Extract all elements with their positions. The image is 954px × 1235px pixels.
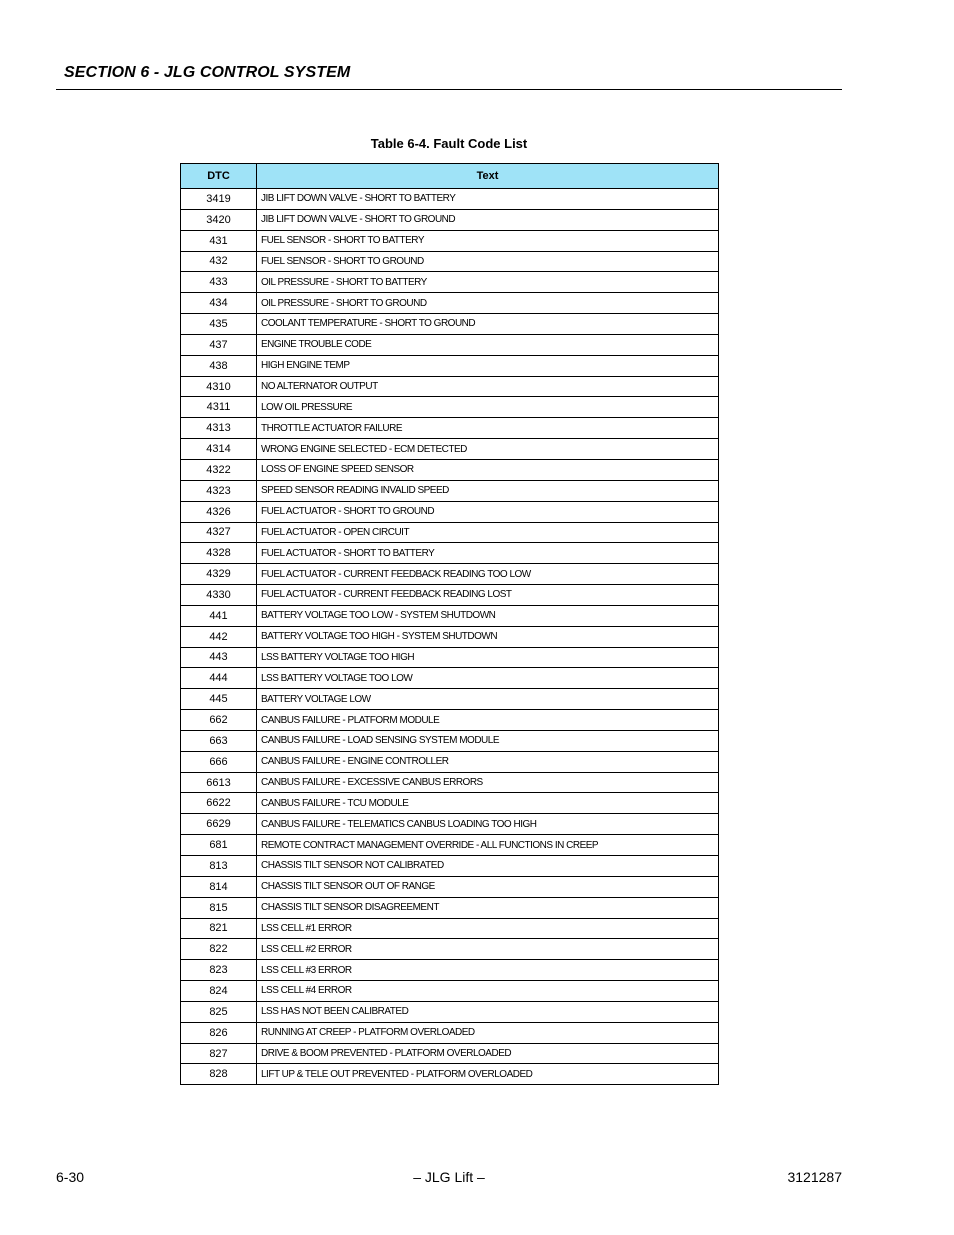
page-number: 6-30 (56, 1169, 85, 1185)
table-row (181, 459, 719, 480)
table-row (181, 1022, 719, 1043)
table-title: Table 6-4. Fault Code List (370, 136, 528, 151)
table-row (181, 272, 719, 293)
table-body (181, 189, 719, 1085)
table-row (181, 418, 719, 439)
dtc-cell: 437 (181, 334, 257, 355)
dtc-cell: 824 (181, 981, 257, 1002)
dtc-cell: 663 (181, 730, 257, 751)
dtc-cell: 828 (181, 1064, 257, 1085)
dtc-cell: 823 (181, 960, 257, 981)
fault-text-cell: LOSS OF ENGINE SPEED SENSOR (257, 459, 719, 480)
table-row (181, 835, 719, 856)
table-row (181, 585, 719, 606)
dtc-cell: 821 (181, 918, 257, 939)
dtc-cell: 6629 (181, 814, 257, 835)
fault-text-cell: BATTERY VOLTAGE LOW (257, 689, 719, 710)
table-row (181, 314, 719, 335)
fault-code-table (180, 163, 719, 1085)
header-divider (56, 89, 842, 90)
fault-text-cell: DRIVE & BOOM PREVENTED - PLATFORM OVERLOADED (257, 1043, 719, 1064)
table-row (181, 814, 719, 835)
dtc-cell: 442 (181, 626, 257, 647)
table-row (181, 209, 719, 230)
fault-text-cell: CANBUS FAILURE - ENGINE CONTROLLER (257, 751, 719, 772)
table-row (181, 772, 719, 793)
dtc-cell: 4329 (181, 564, 257, 585)
dtc-cell: 433 (181, 272, 257, 293)
dtc-cell: 681 (181, 835, 257, 856)
table-row (181, 230, 719, 251)
dtc-cell: 4326 (181, 501, 257, 522)
dtc-cell: 3419 (181, 189, 257, 210)
fault-text-cell: LSS HAS NOT BEEN CALIBRATED (257, 1001, 719, 1022)
table-row (181, 897, 719, 918)
table-row (181, 876, 719, 897)
dtc-cell: 4311 (181, 397, 257, 418)
table-row (181, 605, 719, 626)
table-row (181, 189, 719, 210)
fault-text-cell: FUEL ACTUATOR - OPEN CIRCUIT (257, 522, 719, 543)
dtc-cell: 444 (181, 668, 257, 689)
fault-text-cell: CHASSIS TILT SENSOR OUT OF RANGE (257, 876, 719, 897)
fault-text-cell: LOW OIL PRESSURE (257, 397, 719, 418)
dtc-cell: 822 (181, 939, 257, 960)
fault-text-cell: CANBUS FAILURE - TCU MODULE (257, 793, 719, 814)
table-row (181, 626, 719, 647)
table-row (181, 501, 719, 522)
dtc-cell: 4322 (181, 459, 257, 480)
fault-text-cell: THROTTLE ACTUATOR FAILURE (257, 418, 719, 439)
dtc-cell: 814 (181, 876, 257, 897)
table-row (181, 251, 719, 272)
table-row (181, 397, 719, 418)
table-header-row (181, 164, 719, 189)
table-row (181, 480, 719, 501)
fault-text-cell: JIB LIFT DOWN VALVE - SHORT TO GROUND (257, 209, 719, 230)
dtc-cell: 434 (181, 293, 257, 314)
fault-text-cell: COOLANT TEMPERATURE - SHORT TO GROUND (257, 314, 719, 335)
fault-text-cell: FUEL ACTUATOR - SHORT TO BATTERY (257, 543, 719, 564)
table-row (181, 355, 719, 376)
table-row (181, 522, 719, 543)
table-row (181, 710, 719, 731)
dtc-cell: 6613 (181, 772, 257, 793)
dtc-cell: 4327 (181, 522, 257, 543)
fault-text-cell: CANBUS FAILURE - PLATFORM MODULE (257, 710, 719, 731)
table-row (181, 543, 719, 564)
dtc-cell: 662 (181, 710, 257, 731)
fault-text-cell: FUEL ACTUATOR - CURRENT FEEDBACK READING LOST (257, 585, 719, 606)
table-row (181, 730, 719, 751)
table-row (181, 647, 719, 668)
fault-text-cell: LIFT UP & TELE OUT PREVENTED - PLATFORM OVERLOADED (257, 1064, 719, 1085)
fault-text-cell: JIB LIFT DOWN VALVE - SHORT TO BATTERY (257, 189, 719, 210)
fault-text-cell: LSS CELL #1 ERROR (257, 918, 719, 939)
fault-text-cell: OIL PRESSURE - SHORT TO GROUND (257, 293, 719, 314)
fault-text-cell: LSS BATTERY VOLTAGE TOO HIGH (257, 647, 719, 668)
dtc-cell: 4314 (181, 439, 257, 460)
table-row (181, 939, 719, 960)
dtc-cell: 4323 (181, 480, 257, 501)
fault-text-cell: CANBUS FAILURE - TELEMATICS CANBUS LOADING TOO HIGH (257, 814, 719, 835)
fault-text-cell: LSS CELL #2 ERROR (257, 939, 719, 960)
fault-text-cell: BATTERY VOLTAGE TOO LOW - SYSTEM SHUTDOWN (257, 605, 719, 626)
table-row (181, 918, 719, 939)
dtc-cell: 432 (181, 251, 257, 272)
dtc-cell: 825 (181, 1001, 257, 1022)
dtc-cell: 4313 (181, 418, 257, 439)
dtc-cell: 443 (181, 647, 257, 668)
fault-text-cell: CANBUS FAILURE - EXCESSIVE CANBUS ERRORS (257, 772, 719, 793)
fault-text-cell: FUEL ACTUATOR - SHORT TO GROUND (257, 501, 719, 522)
dtc-cell: 435 (181, 314, 257, 335)
fault-text-cell: HIGH ENGINE TEMP (257, 355, 719, 376)
table-row (181, 856, 719, 877)
fault-text-cell: CHASSIS TILT SENSOR DISAGREEMENT (257, 897, 719, 918)
dtc-cell: 666 (181, 751, 257, 772)
dtc-cell: 827 (181, 1043, 257, 1064)
fault-text-cell: LSS CELL #4 ERROR (257, 981, 719, 1002)
fault-text-cell: FUEL SENSOR - SHORT TO GROUND (257, 251, 719, 272)
dtc-cell: 815 (181, 897, 257, 918)
table-row (181, 293, 719, 314)
section-title: SECTION 6 - JLG CONTROL SYSTEM (64, 64, 351, 81)
fault-text-cell: RUNNING AT CREEP - PLATFORM OVERLOADED (257, 1022, 719, 1043)
table-row (181, 981, 719, 1002)
document-number: 3121287 (787, 1169, 842, 1185)
table-row (181, 1043, 719, 1064)
fault-text-cell: LSS BATTERY VOLTAGE TOO LOW (257, 668, 719, 689)
table-row (181, 751, 719, 772)
dtc-cell: 3420 (181, 209, 257, 230)
table-row (181, 439, 719, 460)
column-header-text: Text (257, 164, 719, 189)
table-row (181, 564, 719, 585)
dtc-cell: 4328 (181, 543, 257, 564)
table-row (181, 793, 719, 814)
dtc-cell: 441 (181, 605, 257, 626)
table-row (181, 668, 719, 689)
table-row (181, 689, 719, 710)
dtc-cell: 4310 (181, 376, 257, 397)
fault-text-cell: FUEL SENSOR - SHORT TO BATTERY (257, 230, 719, 251)
dtc-cell: 431 (181, 230, 257, 251)
dtc-cell: 445 (181, 689, 257, 710)
table-row (181, 1064, 719, 1085)
table-row (181, 334, 719, 355)
fault-text-cell: SPEED SENSOR READING INVALID SPEED (257, 480, 719, 501)
table-row (181, 1001, 719, 1022)
fault-text-cell: REMOTE CONTRACT MANAGEMENT OVERRIDE - ALL FUNCTIONS IN CREEP (257, 835, 719, 856)
dtc-cell: 813 (181, 856, 257, 877)
footer-brand: – JLG Lift – (413, 1169, 485, 1185)
fault-text-cell: FUEL ACTUATOR - CURRENT FEEDBACK READING TOO LOW (257, 564, 719, 585)
table-row (181, 960, 719, 981)
fault-text-cell: WRONG ENGINE SELECTED - ECM DETECTED (257, 439, 719, 460)
dtc-cell: 6622 (181, 793, 257, 814)
column-header-dtc: DTC (181, 164, 257, 189)
fault-text-cell: CHASSIS TILT SENSOR NOT CALIBRATED (257, 856, 719, 877)
fault-text-cell: CANBUS FAILURE - LOAD SENSING SYSTEM MODULE (257, 730, 719, 751)
fault-text-cell: NO ALTERNATOR OUTPUT (257, 376, 719, 397)
dtc-cell: 438 (181, 355, 257, 376)
fault-text-cell: BATTERY VOLTAGE TOO HIGH - SYSTEM SHUTDOWN (257, 626, 719, 647)
dtc-cell: 826 (181, 1022, 257, 1043)
fault-text-cell: ENGINE TROUBLE CODE (257, 334, 719, 355)
dtc-cell: 4330 (181, 585, 257, 606)
fault-text-cell: OIL PRESSURE - SHORT TO BATTERY (257, 272, 719, 293)
fault-text-cell: LSS CELL #3 ERROR (257, 960, 719, 981)
table-row (181, 376, 719, 397)
